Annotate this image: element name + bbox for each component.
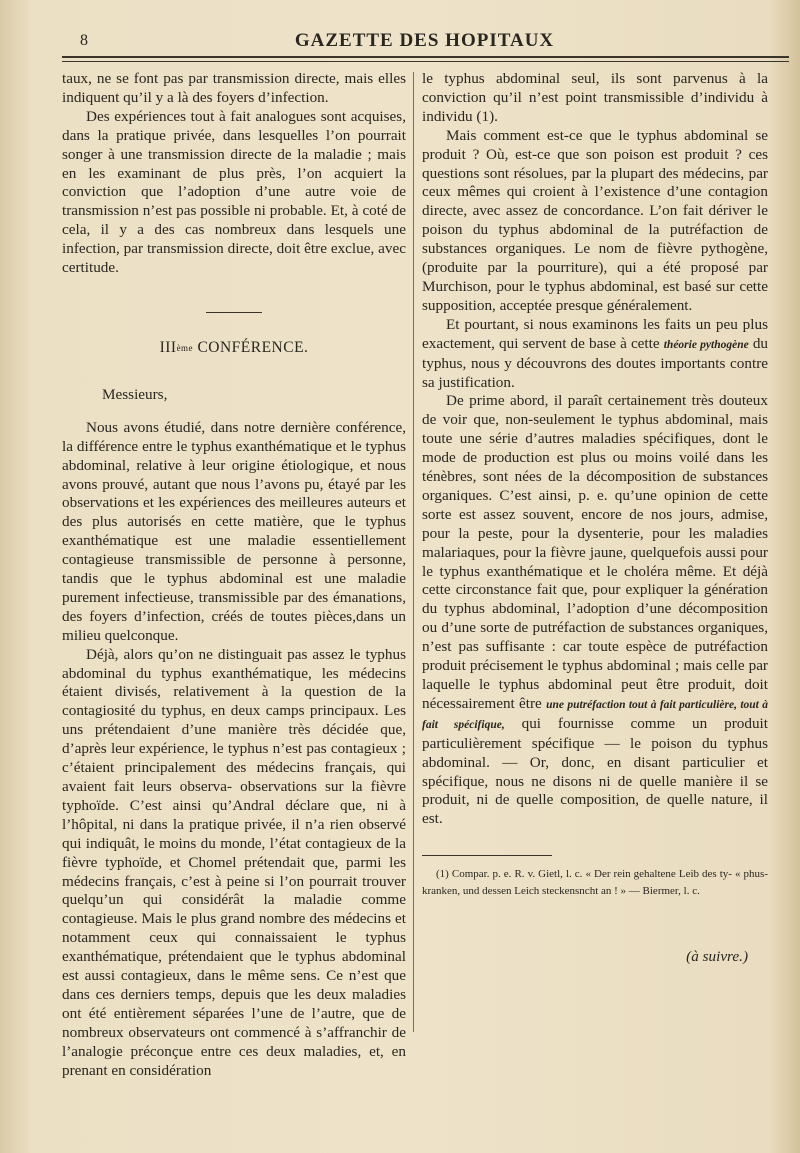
paragraph: Nous avons étudié, dans notre dernière conférence, la différence entre le typhus exanthématique et le typhus abdominal, relative à leur origine étiologique, et nous avons prouvé, autant que nous l’avons pu, étayé par les observations et les expériences des meilleures auteurs et des plus autorisés en cette matière, que le typhus exanthématique est une maladie essentiellement contagieuse transmissible de personne à personne, tandis que le typhus abdominal est une maladie purement infectieuse, transmissible par des émanations, des foyers d’infection, créés de toutes pièces,dans un milieu quelconque. <box>62 418 406 644</box>
section-rule <box>206 312 262 313</box>
salutation: Messieurs, <box>102 385 168 403</box>
paragraph: Déjà, alors qu’on ne distinguait pas assez le typhus abdominal du typhus exanthématique, les médecins étaient divisés, relativement à la question de la contagiosité du typhus, en deux camps principaux. Les uns prétendaient d’une manière très décidée que, d’après leur expérience, le typhus n’est pas contagieux ; c’étaient principalement des médecins français, qui avaient fait leurs observa- observations sur la fièvre typhoïde. C’est ainsi qu’Andral déclare que, ni à l’hôpital, ni dans la pratique privée, il n’a rien observé qui indiquât, le moins du monde, l’état contagieux de la fièvre typhoïde, et Chomel prétendait que, parmi les médecins français, c’est à peine si l’on pourrait trouver quelqu’un qui considérât la maladie comme contagieuse. Mais le plus grand nombre des médecins et notamment ceux qui connaissaient le typhus exanthématique, prétendaient que le typhus abdominal est aussi contagieux, dans le même sens. Ce n’est que dans ces derniers temps, depuis que les deux maladies ont été entièrement séparées l’une de l’autre, que de nombreux observateurs ont commencé à s’affranchir de l’analogie préconçue entre ces deux maladies, et, en prenant en considération <box>62 645 406 1079</box>
paragraph: le typhus abdominal seul, ils sont parvenus à la conviction qu’il n’est point transmissible d’individu à individu (1). <box>422 70 768 125</box>
italic-term: théorie pythogène <box>663 338 749 351</box>
header-rule <box>62 56 789 62</box>
page-header <box>62 28 787 58</box>
paragraph: taux, ne se font pas par transmission directe, mais elles indiquent qu’il y a là des foyers d’infection. <box>62 70 406 106</box>
text-run: du typhus, nous y découvrons des doutes importants contre sa justification. <box>422 334 769 391</box>
text-run: De prime abord, il paraît certainement très douteux de voir que, non-seulement le typhus abdominal, mais toute une série d’autres maladies spécifiques, dont le mode de production est plus ou moins voilé dans les ténèbres, sont nées de la décomposition de substances organiques. C’est ainsi, p. e. qu’une opinion de cette sorte est assez souvent, encore de nos jours, admise, pour la peste, pour la dysenterie, pour les maladies malariaques, pour la fièvre jaune, quelquefois aussi pour le typhus exanthématique et le choléra même. Et déjà cette circonstance fait que, pour expliquer la génération du typhus abdominal, l’adoption d’une décomposition ou d’une sorte de putréfaction de substances organiques, n’est pas suffisante : car toute espèce de putréfaction produit précisement le typhus abdominal ; mais celle par laquelle le typhus abdominal peut être produit, doit nécessairement être <box>422 392 768 712</box>
footnote: (1) Compar. p. e. R. v. Gietl, l. c. « Der rein gehaltene Leib des ty- « phus-kranken, und dessen Leich steckensncht an ! » — Biermer, l. c. <box>422 868 768 898</box>
paragraph <box>422 392 768 829</box>
italic-term: une putréfaction tout à fait particulière, tout à fait spécifique, <box>422 698 768 731</box>
text-run: qui fournisse comme un produit particulièrement spécifique — le poison du typhus abdominal. — Or, donc, en disant particulier et spécifique, nous ne disons ni de quelle manière il se produit, ni de quelle composition, de quelle nature, il est. <box>422 714 768 828</box>
right-column <box>422 70 768 967</box>
paragraph <box>422 316 768 393</box>
to-be-continued: (à suivre.) <box>686 948 748 966</box>
conference-sup: ème <box>176 342 194 353</box>
conference-numeral: III <box>159 338 177 356</box>
paragraph: Des expériences tout à fait analogues sont acquises, dans la pratique privée, dans lesquelles l’on pourrait songer à une transmission directe de la maladie ; mais en les examinant de plus près, l’on acquiert la conviction que l’adoption d’une autre voie de transmission n’est pas possible ni probable. Et, à coté de cela, il y a des cas nombreux dans lesquels une infection, par transmission directe, doit être exclue, avec certitude. <box>62 107 406 277</box>
journal-title: GAZETTE DES HOPITAUX <box>294 30 555 51</box>
conference-word: CONFÉRENCE. <box>197 338 309 356</box>
conference-heading <box>62 339 406 358</box>
text-run: Et pourtant, si nous examinons les faits un peu plus exactement, qui servent de base à cette <box>422 315 768 352</box>
footnote-rule <box>422 855 552 856</box>
column-divider <box>413 72 414 1032</box>
page-number: 8 <box>80 32 88 49</box>
paragraph: Mais comment est-ce que le typhus abdominal se produit ? Où, est-ce que son poison est produit ? ces questions sont résolues, par la plupart des médecins, par ceux mêmes qui croient à l’existence d’une contagion directe, avec assez de concordance. L’on fait dériver le poison du typhus abdominal de la putréfaction de substances organiques. Le nom de fièvre pythogène, (produite par la pourriture), qui a été proposé par Murchison, pour le typhus abdominal, est basé sur cette supposition, acceptée presque généralement. <box>422 126 768 314</box>
left-column <box>62 70 406 1081</box>
